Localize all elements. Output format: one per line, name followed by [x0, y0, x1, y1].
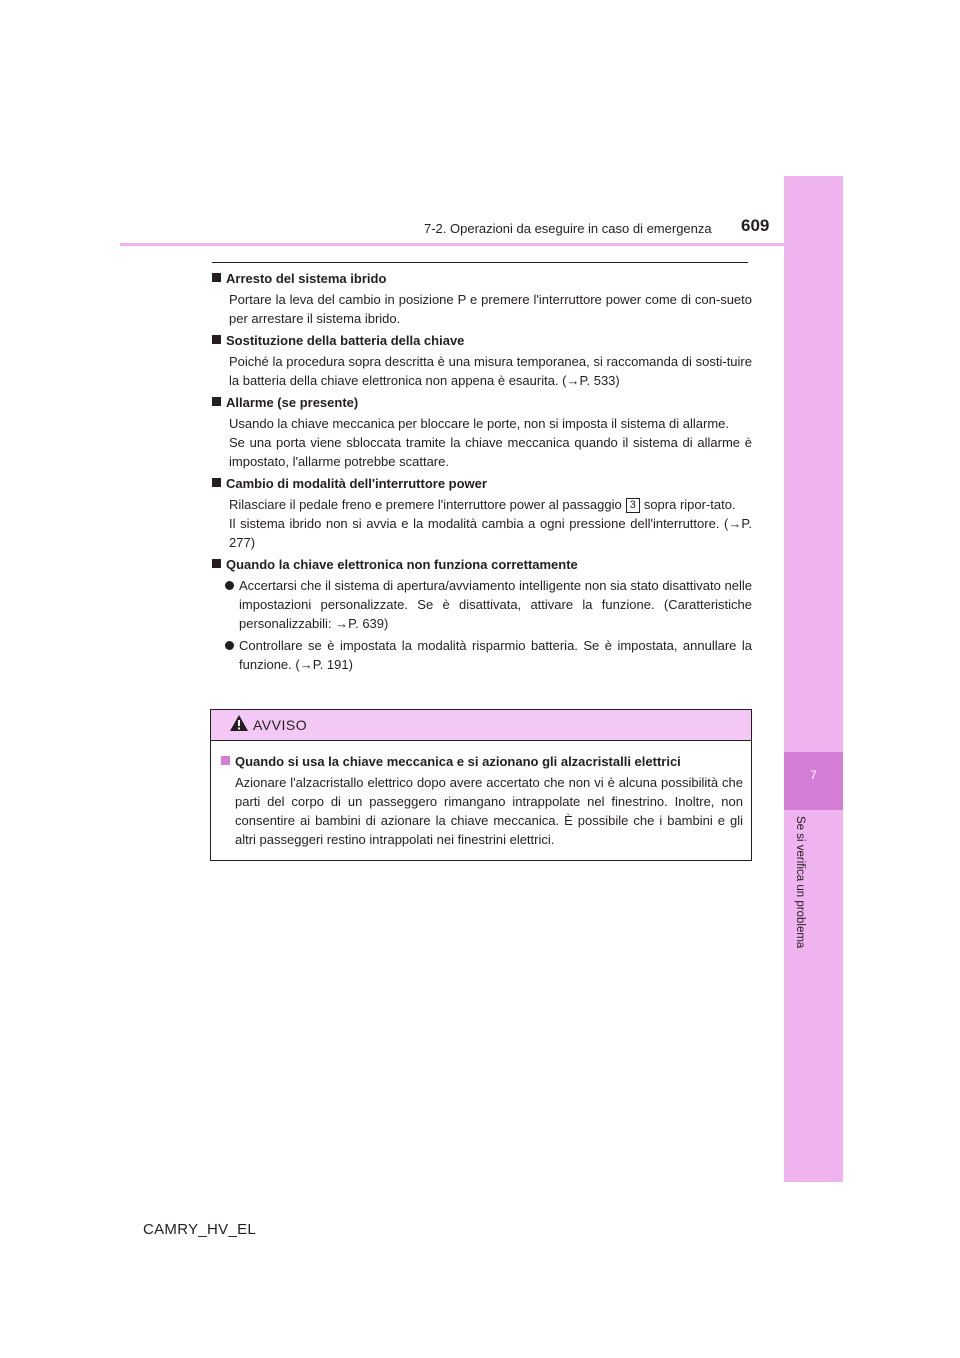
- chapter-label: Se si verifica un problema: [794, 816, 806, 949]
- section-title: [212, 331, 752, 350]
- section-title: [212, 474, 752, 493]
- warning-content: [211, 741, 751, 849]
- list-item: [212, 576, 752, 633]
- section-title: [212, 393, 752, 412]
- section-power-mode: [212, 474, 752, 552]
- section-title: [212, 555, 752, 574]
- section-body: Portare la leva del cambio in posizione P e premere l'interruttore power come di con-sueto per arrestare il sistema ibrido.: [229, 292, 752, 326]
- round-bullet-icon: [225, 641, 234, 650]
- section-title-text: Cambio di modalità dell'interruttore power: [226, 476, 487, 491]
- section-key-battery: [212, 331, 752, 390]
- warning-header: [211, 710, 751, 741]
- section-body-continued: Il sistema ibrido non si avvia e la modalità cambia a ogni pressione dell'interruttore. (→P. 277): [229, 516, 752, 550]
- square-bullet-icon: [212, 335, 221, 344]
- list-item-text: Controllare se è impostata la modalità risparmio batteria. Se è impostata, annullare la funzione. (→P. 191): [239, 638, 752, 672]
- section-body: Usando la chiave meccanica per bloccare le porte, non si imposta il sistema di allarme.: [229, 416, 730, 431]
- section-title: [212, 269, 752, 288]
- section-title-text: Sostituzione della batteria della chiave: [226, 333, 465, 348]
- section-stop-hybrid: [212, 269, 752, 328]
- warning-triangle-icon: [229, 714, 249, 737]
- section-header-title: 7-2. Operazioni da eseguire in caso di emergenza: [424, 221, 712, 236]
- body-text-before-step: Rilasciare il pedale freno e premere l'interruttore power al passaggio: [229, 497, 622, 512]
- body-text-after-step: sopra ripor-tato.: [643, 497, 736, 512]
- section-title-text: Allarme (se presente): [226, 395, 359, 410]
- document-code: CAMRY_HV_EL: [143, 1221, 257, 1238]
- list-item-text: Accertarsi che il sistema di apertura/avviamento intelligente non sia stato disattivato nelle impostazioni personalizzate. Se è disattivata, attivare la funzione. (Caratteristiche personalizzabili: →P. 639): [239, 578, 752, 631]
- warning-label: AVVISO: [253, 717, 308, 733]
- section-title-text: Arresto del sistema ibrido: [226, 271, 387, 286]
- square-bullet-icon: [212, 478, 221, 487]
- warning-title-text: Quando si usa la chiave meccanica e si azionano gli alzacristalli elettrici: [235, 754, 681, 769]
- section-title-text: Quando la chiave elettronica non funziona correttamente: [226, 557, 578, 572]
- warning-body: Azionare l'alzacristallo elettrico dopo avere accertato che non vi è alcuna possibilità che parti del corpo di un passeggero rimangano intrappolate nel finestrino. Inoltre, non consentire ai bambini di azionare la chiave meccanica. È possibile che i bambini e gli altri passeggeri restino intrappolati nei finestrini elettrici.: [235, 775, 743, 847]
- warning-title: [221, 752, 743, 771]
- chapter-number: 7: [810, 768, 817, 782]
- section-alarm: [212, 393, 752, 471]
- list-item: [212, 636, 752, 674]
- section-body-continued: Se una porta viene sbloccata tramite la chiave meccanica quando il sistema di allarme è impostato, l'allarme potrebbe scattare.: [229, 435, 752, 469]
- section-key-malfunction: [212, 555, 752, 674]
- chapter-side-tab: [784, 176, 843, 1182]
- square-bullet-icon: [212, 273, 221, 282]
- header-divider: [120, 243, 784, 246]
- warning-box: [210, 709, 752, 861]
- section-body: [212, 495, 752, 514]
- page-number: 609: [741, 216, 770, 235]
- page-content: [212, 269, 752, 677]
- square-bullet-icon: [212, 559, 221, 568]
- content-top-rule: [212, 262, 748, 263]
- section-body: Poiché la procedura sopra descritta è una misura temporanea, si raccomanda di sosti-tuire la batteria della chiave elettronica non appena è esaurita. (→P. 533): [229, 354, 752, 388]
- round-bullet-icon: [225, 581, 234, 590]
- step-number-badge: 3: [626, 498, 640, 513]
- square-bullet-icon: [221, 756, 230, 765]
- square-bullet-icon: [212, 397, 221, 406]
